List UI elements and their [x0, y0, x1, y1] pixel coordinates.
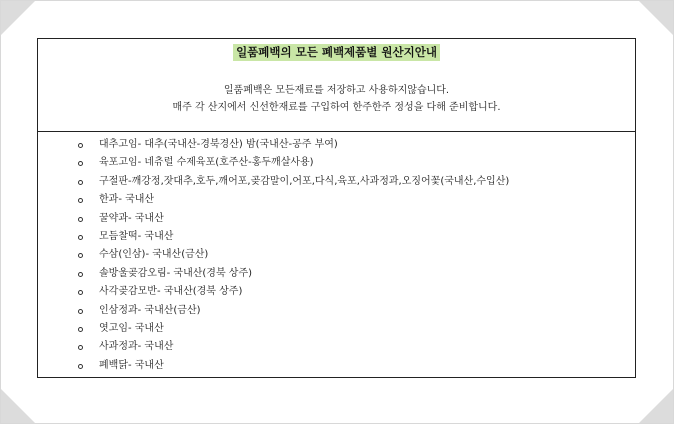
bullet-icon: [78, 345, 83, 350]
corner-fold-top-left: [1, 1, 35, 35]
list-item: [78, 338, 635, 356]
header-section: [38, 39, 635, 132]
item-text: 사과정과- 국내산: [99, 341, 174, 353]
bullet-icon: [78, 161, 83, 166]
corner-fold-bottom-left: [1, 389, 35, 423]
list-item: [78, 246, 635, 264]
corner-fold-top-right: [639, 1, 673, 35]
bullet-icon: [78, 217, 83, 222]
item-text: 한과- 국내산: [99, 194, 155, 206]
item-text: 엿고임- 국내산: [99, 322, 164, 334]
list-item: [78, 191, 635, 209]
bullet-icon: [78, 290, 83, 295]
list-item: [78, 302, 635, 320]
bullet-icon: [78, 309, 83, 314]
list-item: [78, 357, 635, 375]
item-text: 구절판-깨강정,잣대추,호두,깨어포,곶감말이,어포,다식,육포,사과정과,오징어꽃(국내산,수입산): [99, 175, 510, 187]
page-title: 일품폐백의 모든 폐백제품별 원산지안내: [233, 44, 440, 61]
bullet-icon: [78, 272, 83, 277]
item-text: 인삼정과- 국내산(금산): [99, 304, 201, 316]
product-origin-list: [38, 132, 635, 375]
bullet-icon: [78, 143, 83, 148]
intro-line: 매주 각 산지에서 신선한재료를 구입하여 한주한주 정성을 다해 준비합니다.: [172, 102, 501, 113]
item-text: 모듬찰떡- 국내산: [99, 230, 174, 242]
list-item: [78, 210, 635, 228]
item-text: 육포고임- 네츄럴 수제육포(호주산-홍두깨살사용): [99, 157, 314, 169]
list-item: [78, 283, 635, 301]
list-item: [78, 136, 635, 154]
bullet-icon: [78, 235, 83, 240]
item-text: 꿀약과- 국내산: [99, 212, 164, 224]
intro-line: 일품폐백은 모든재료를 저장하고 사용하지않습니다.: [223, 85, 450, 96]
intro-text: [38, 82, 635, 116]
corner-fold-bottom-right: [639, 389, 673, 423]
origin-info-box: [37, 38, 636, 378]
list-item: [78, 265, 635, 283]
bullet-icon: [78, 364, 83, 369]
list-item: [78, 154, 635, 172]
item-text: 솔방울곶감오림- 국내산(경북 상주): [99, 267, 253, 279]
bullet-icon: [78, 327, 83, 332]
bullet-icon: [78, 253, 83, 258]
item-text: 폐백닭- 국내산: [99, 359, 164, 371]
item-text: 대추고임- 대추(국내산-경북경산) 밤(국내산-공주 부여): [99, 139, 338, 150]
list-item: [78, 173, 635, 191]
item-text: 사각곶감모반- 국내산(경북 상주): [99, 286, 243, 298]
bullet-icon: [78, 180, 83, 185]
bullet-icon: [78, 198, 83, 203]
list-item: [78, 228, 635, 246]
list-item: [78, 320, 635, 338]
item-text: 수삼(인삼)- 국내산(금산): [99, 249, 209, 261]
